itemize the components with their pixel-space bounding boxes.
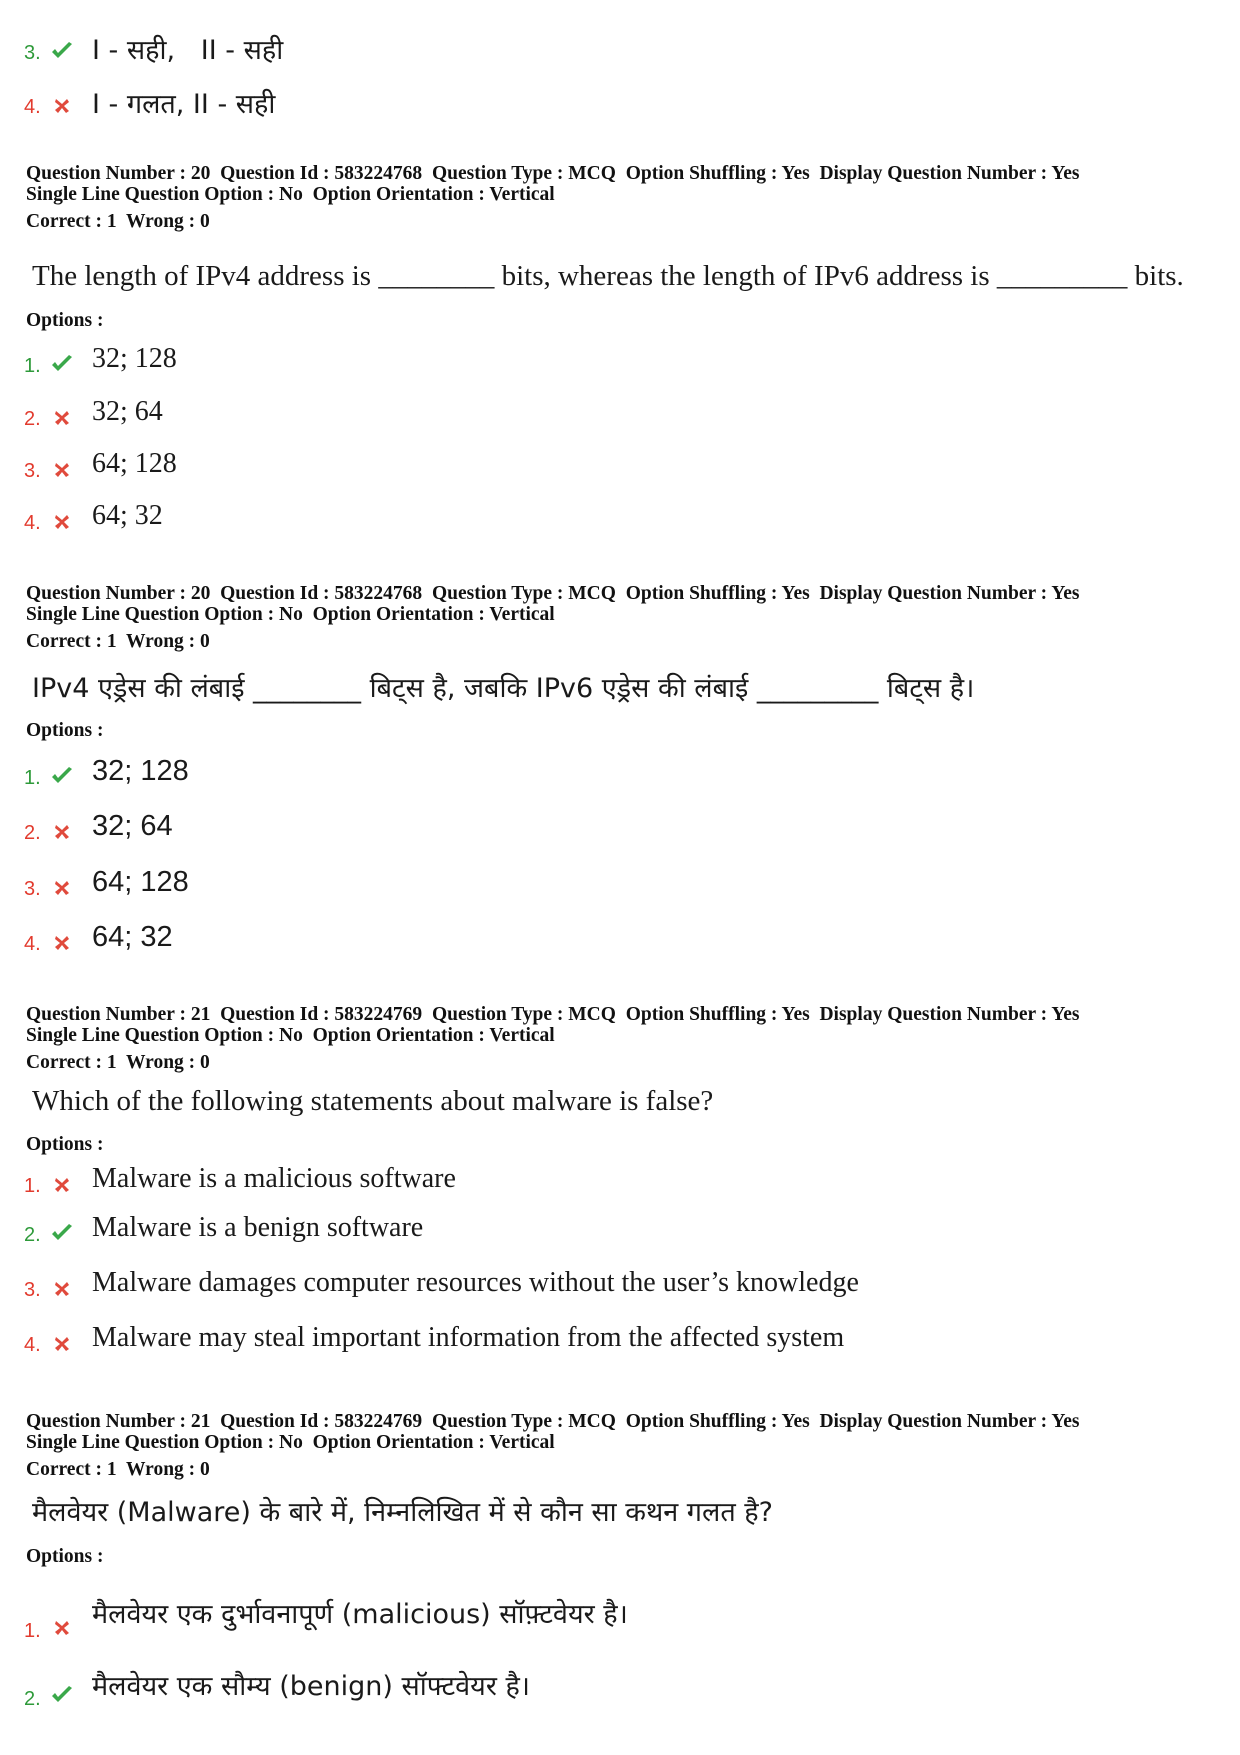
wrong-cross-icon — [50, 1173, 74, 1195]
options-label: Options : — [26, 310, 104, 331]
option-number: 4. — [24, 512, 41, 534]
option-number: 2. — [24, 408, 41, 430]
option-text: Malware damages computer resources without the user’s knowledge — [92, 1267, 859, 1298]
question-text: Which of the following statements about malware is false? — [32, 1085, 714, 1117]
option-number: 4. — [24, 1334, 41, 1356]
option-number: 1. — [24, 355, 41, 377]
meta-line-1: Question Number : 20 Question Id : 583224768 Question Type : MCQ Option Shuffling : Yes Display Question Number : Yes — [26, 583, 1080, 604]
question-text: IPv4 एड्रेस की लंबाई ________ बिट्स है, जबकि IPv6 एड्रेस की लंबाई _________ बिट्स है। — [32, 673, 975, 704]
option-text: 32; 64 — [92, 810, 173, 842]
option-number: 2. — [24, 1224, 41, 1246]
question-meta — [26, 1411, 1216, 1480]
correct-check-icon — [50, 353, 74, 375]
wrong-cross-icon — [50, 1277, 74, 1299]
question-meta — [26, 163, 1216, 232]
option-number: 1. — [24, 767, 41, 789]
wrong-cross-icon — [50, 94, 74, 116]
wrong-cross-icon — [50, 1616, 74, 1638]
option-text: 64; 128 — [92, 448, 177, 479]
option-text: I - गलत, II - सही — [92, 89, 276, 120]
option-text: Malware is a benign software — [92, 1212, 424, 1243]
wrong-cross-icon — [50, 458, 74, 480]
meta-line-2: Single Line Question Option : No Option Orientation : Vertical — [26, 604, 555, 625]
option-text: 64; 128 — [92, 866, 189, 898]
question-meta — [26, 1004, 1216, 1073]
option-number: 3. — [24, 878, 41, 900]
meta-line-1: Question Number : 20 Question Id : 583224768 Question Type : MCQ Option Shuffling : Yes Display Question Number : Yes — [26, 163, 1080, 184]
wrong-cross-icon — [50, 931, 74, 953]
option-text: Malware may steal important information from the affected system — [92, 1322, 845, 1353]
meta-line-1: Question Number : 21 Question Id : 583224769 Question Type : MCQ Option Shuffling : Yes Display Question Number : Yes — [26, 1411, 1080, 1432]
options-label: Options : — [26, 1546, 104, 1567]
wrong-cross-icon — [50, 1332, 74, 1354]
correct-check-icon — [50, 765, 74, 787]
marks-line: Correct : 1 Wrong : 0 — [26, 631, 210, 652]
option-number: 1. — [24, 1175, 41, 1197]
option-number: 3. — [24, 42, 41, 64]
option-text: मैलवेयर एक दुर्भावनापूर्ण (malicious) सॉफ़्टवेयर है। — [92, 1599, 628, 1630]
wrong-cross-icon — [50, 406, 74, 428]
wrong-cross-icon — [50, 876, 74, 898]
option-text: 32; 64 — [92, 396, 163, 427]
meta-line-2: Single Line Question Option : No Option Orientation : Vertical — [26, 184, 555, 205]
option-number: 4. — [24, 96, 41, 118]
option-text: 32; 128 — [92, 755, 189, 787]
option-text: 32; 128 — [92, 343, 177, 374]
option-text: Malware is a malicious software — [92, 1163, 456, 1194]
options-label: Options : — [26, 720, 104, 741]
option-text: I - सही, II - सही — [92, 35, 284, 66]
option-number: 2. — [24, 822, 41, 844]
option-text: 64; 32 — [92, 921, 173, 953]
option-number: 3. — [24, 460, 41, 482]
correct-check-icon — [50, 1222, 74, 1244]
correct-check-icon — [50, 1684, 74, 1706]
marks-line: Correct : 1 Wrong : 0 — [26, 1459, 210, 1480]
correct-check-icon — [50, 40, 74, 62]
meta-line-2: Single Line Question Option : No Option Orientation : Vertical — [26, 1025, 555, 1046]
option-number: 1. — [24, 1620, 41, 1642]
meta-line-1: Question Number : 21 Question Id : 583224769 Question Type : MCQ Option Shuffling : Yes Display Question Number : Yes — [26, 1004, 1080, 1025]
meta-line-2: Single Line Question Option : No Option Orientation : Vertical — [26, 1432, 555, 1453]
option-number: 4. — [24, 933, 41, 955]
options-label: Options : — [26, 1134, 104, 1155]
option-number: 3. — [24, 1279, 41, 1301]
wrong-cross-icon — [50, 820, 74, 842]
question-text: The length of IPv4 address is ________ bits, whereas the length of IPv6 address is _________ bits. — [32, 260, 1184, 292]
marks-line: Correct : 1 Wrong : 0 — [26, 211, 210, 232]
wrong-cross-icon — [50, 510, 74, 532]
marks-line: Correct : 1 Wrong : 0 — [26, 1052, 210, 1073]
option-number: 2. — [24, 1688, 41, 1710]
option-text: 64; 32 — [92, 500, 163, 531]
question-meta — [26, 583, 1216, 652]
option-text: मैलवेयर एक सौम्य (benign) सॉफ्टवेयर है। — [92, 1671, 531, 1702]
question-text: मैलवेयर (Malware) के बारे में, निम्नलिखित में से कौन सा कथन गलत है? — [32, 1497, 773, 1528]
